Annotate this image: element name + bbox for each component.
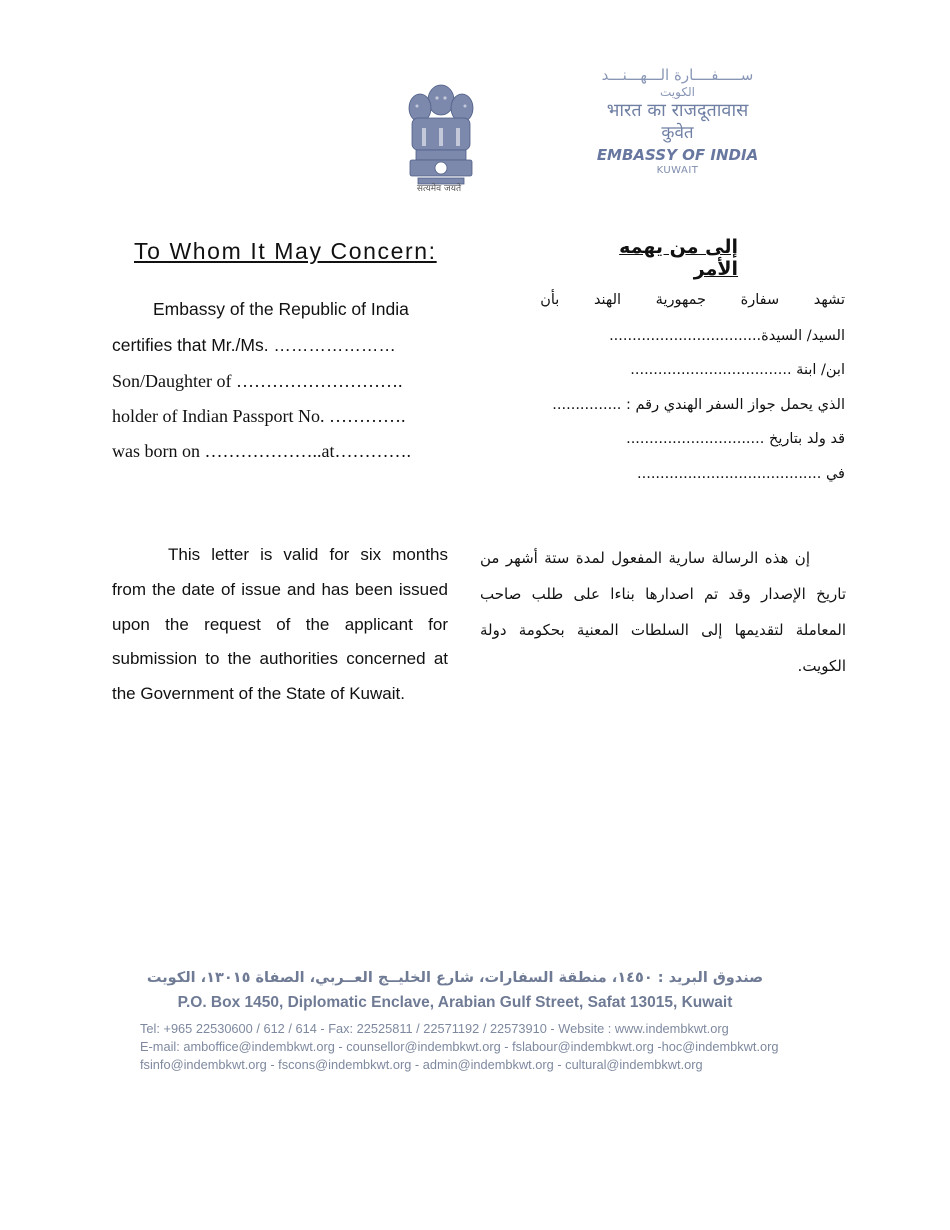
heading-english: To Whom It May Concern:	[134, 238, 437, 264]
arabic-line-passport: الذي يحمل جواز السفر الهندي رقم : ...............	[552, 397, 845, 413]
arabic-line-born-on: قد ولد بتاريخ ..............................	[626, 431, 845, 447]
english-line-passport: holder of Indian Passport No. ………….	[112, 406, 406, 426]
footer-arabic-address: صندوق البريد : ١٤٥٠، منطقة السفارات، شارع الخليــج العــربي، الصفاة ١٣٠١٥، الكويت	[146, 970, 764, 986]
emblem-motto: सत्यमेव जयते	[416, 184, 462, 194]
arabic-line-place: في ........................................	[637, 466, 845, 482]
footer-email-line-1: E-mail: amboffice@indembkwt.org - counsellor@indembkwt.org - fslabour@indembkwt.org -hoc@indembkwt.org	[140, 1039, 779, 1054]
validity-paragraph-arabic: إن هذه الرسالة سارية المفعول لمدة ستة أشهر من تاريخ الإصدار وقد تم اصدارها بناءا على طلب صاحب المعاملة لتقديمها إلى السلطات المعنية بحكومة دولة الكويت.	[480, 549, 846, 675]
logo-arabic-kuwait: الكويت	[660, 85, 695, 99]
footer-email-line-2: fsinfo@indembkwt.org - fscons@indembkwt.org - admin@indembkwt.org - cultural@indembkwt.org	[140, 1057, 703, 1072]
heading-arabic: إلى من يهمه الأمر	[619, 236, 738, 280]
english-line-certifies: certifies that Mr./Ms. …………………	[112, 335, 396, 355]
logo-arabic-embassy: ســـــفــــارة الـــهـــنـــد	[601, 66, 754, 84]
logo-english-embassy: EMBASSY OF INDIA	[596, 146, 759, 164]
logo-hindi-kuwait: कुवेत	[661, 123, 694, 143]
footer-po-box: P.O. Box 1450, Diplomatic Enclave, Arabian Gulf Street, Safat 13015, Kuwait	[177, 994, 733, 1011]
english-line-embassy: Embassy of the Republic of India	[153, 299, 409, 319]
logo-hindi-embassy: भारत का राजदूतावास	[606, 100, 749, 121]
logo-english-kuwait: KUWAIT	[656, 165, 699, 176]
arabic-line-embassy: تشهد سفارة جمهورية الهند بأن	[540, 292, 845, 308]
state-emblem-icon	[402, 78, 480, 196]
validity-paragraph-english: This letter is valid for six months from the date of issue and has been issued upon the request of the applicant for submission to the authorities concerned at the Government of the State of Kuwait.	[112, 545, 448, 704]
arabic-line-son-daughter: ابن/ ابنة ...................................	[630, 362, 845, 378]
english-line-born-on: was born on ………………..at………….	[112, 441, 411, 461]
footer	[140, 966, 779, 1074]
english-line-son-daughter: Son/Daughter of ……………………….	[112, 371, 403, 391]
embassy-logo	[590, 66, 765, 177]
footer-tel-fax-website: Tel: +965 22530600 / 612 / 614 - Fax: 22525811 / 22571192 / 22573910 - Website : www.indembkwt.org	[140, 1021, 729, 1036]
arabic-line-name: السيد/ السيدة.................................	[609, 328, 845, 344]
